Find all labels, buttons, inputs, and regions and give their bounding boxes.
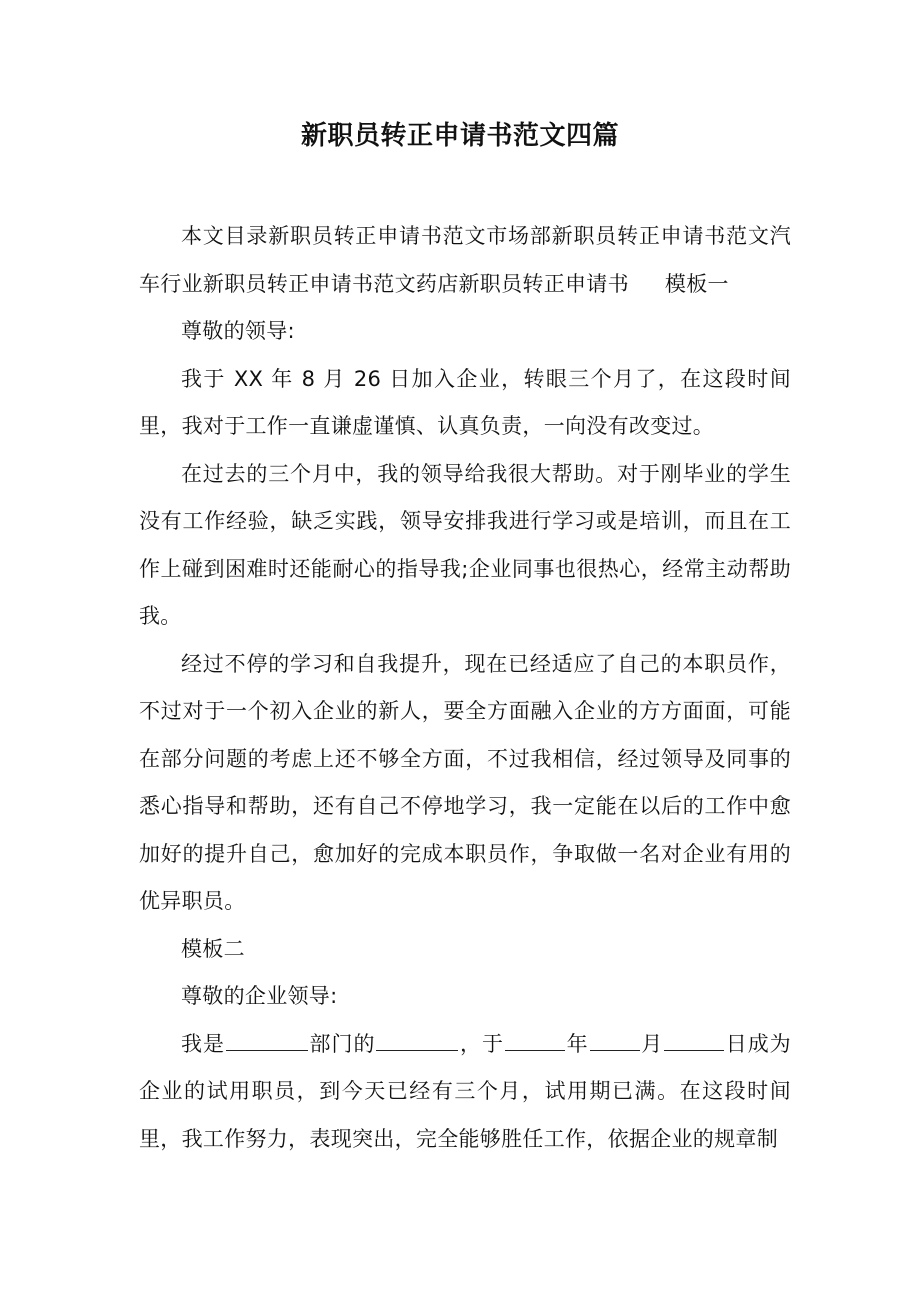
greeting-1: 尊敬的领导: bbox=[181, 319, 295, 343]
greeting-2: 尊敬的企业领导: bbox=[181, 984, 338, 1008]
blank-name bbox=[226, 1049, 308, 1051]
blank-year bbox=[505, 1049, 565, 1051]
blank-day bbox=[664, 1049, 724, 1051]
blank-department bbox=[376, 1049, 458, 1051]
paragraph-4: 我是 部门的 ，于 年 月 日成为企业的试用职员，到今天已经有三个月，试用期已满。在这段时间里，我工作努力，表现突出，完全能够胜任工作，依据企业的规章制 bbox=[139, 1031, 791, 1151]
paragraph-2: 在过去的三个月中，我的领导给我很大帮助。对于刚毕业的学生没有工作经验，缺乏实践，领导安排我进行学习或是培训，而且在工作上碰到困难时还能耐心的指导我;企业同事也很热心，经常主动帮助我。 bbox=[139, 461, 791, 628]
toc-line: 本文目录新职员转正申请书范文市场部新职员转正申请书范文汽车行业新职员转正申请书范文药店新职员转正申请书 bbox=[139, 224, 791, 296]
toc-paragraph bbox=[139, 213, 791, 308]
document-title: 新职员转正申请书范文四篇 bbox=[300, 121, 619, 151]
template2-label: 模板二 bbox=[181, 936, 245, 961]
paragraph-3: 经过不停的学习和自我提升，现在已经适应了自己的本职员作，不过对于一个初入企业的新人，要全方面融入企业的方方面面，可能在部分问题的考虑上还不够全方面，不过我相信，经过领导及同事的悉心指导和帮助，还有自己不停地学习，我一定能在以后的工作中愈加好的提升自己，愈加好的完成本职员作，争取做一名对企业有用的优异职员。 bbox=[139, 651, 791, 913]
blank-month bbox=[590, 1049, 640, 1051]
document-body bbox=[139, 213, 791, 1163]
paragraph-1: 我于 XX 年 8 月 26 日加入企业，转眼三个月了，在这段时间里，我对于工作一直谦虚谨慎、认真负责，一向没有改变过。 bbox=[139, 366, 791, 438]
template1-label: 模板一 bbox=[664, 271, 729, 296]
